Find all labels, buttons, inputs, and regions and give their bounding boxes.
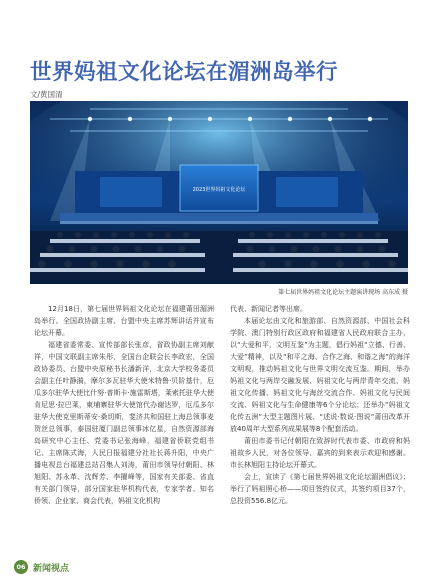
left-text-column	[34, 303, 214, 507]
stage-screen-text: 2023世界妈祖文化论坛	[192, 187, 246, 193]
section-name: 新闻视点	[33, 563, 70, 574]
page-number: 06	[14, 560, 28, 574]
forum-stage-photo	[30, 101, 408, 284]
paragraph: 代表、新闻记者等出席。	[230, 305, 307, 313]
paragraph: 莆田市委书记付朝阳在致辞时代表市委、市政府和妈祖故乡人民，对各位领导、嘉宾的到来表示欢迎和感谢。市长林旭阳主持论坛开幕式。	[230, 437, 410, 469]
article-title: 世界妈祖文化论坛在湄洲岛举行	[30, 60, 339, 85]
photo-caption: 第七届世界妈祖文化论坛主题演讲现场 高东成 摄	[278, 289, 408, 296]
paragraph: 12月18日，第七届世界妈祖文化论坛在福建莆田湄洲岛举行。全国政协副主席、台盟中央主席苏辉讲话并宣布论坛开幕。	[34, 305, 214, 337]
article-byline: 文/黄国清	[30, 90, 63, 99]
paragraph: 本届论坛由文化和旅游部、自然资源部、中国社会科学院、澳门特别行政区政府和福建省人民政府联合主办，以“大爱和平，文明互鉴”为主题，倡行妈祖“立德、行善、大爱”精神，以及“和平之海、合作之海、和谐之海”的海洋文明观，推动妈祖文化与世界文明交流互鉴。期间，举办妈祖文化与两岸交融发展、妈祖文化与两岸青年交流、妈祖文化传播、妈祖文化与海丝交流合作、妈祖文化与民间交流、妈祖文化与生命健康等6个分论坛；还举办“妈祖文化传五洲”大型主题图片展、“述说·数说·图说”莆田改革开放40周年大型系列成果展等8个配套活动。	[230, 317, 410, 433]
right-text-column	[230, 303, 410, 507]
page-footer	[14, 560, 69, 574]
paragraph: 会上，宣读了《第七届世界妈祖文化论坛湄洲倡议》；举行了妈祖照心桥——项目签约仪式，共签约项目37个，总投资556.8亿元。	[230, 473, 410, 505]
paragraph: 福建省委常委、宣传部部长张彦，省政协副主席刘献祥，中国文联副主席朱彤，全国台企联会长李政宏，全国政协委员、台盟中央原秘书长潘新洋，北京大学校务委员会副主任叶静漪，摩尔多瓦驻华大使米特鲁·贝阶基什，厄瓜多尔驻华大使比什努·普斯卡·施雷斯塔，莱索托驻华大使肯尼思·拉巴莱，柬埔寨驻华大使馆代办谢达罗，厄瓜多尔驻华大使克里斯蒂安·桑切斯，斐济共和国驻上海总领事麦贺丝总领事，泰国驻厦门副总领事冰亿星，自然资源部海岛研究中心主任、党委书记张海峰，福建省侨联党组书记、主席陈式海，人民日报福建分社社长蒋升阳，中央广播电视总台福建总站召集人刘涛，莆田市领导付朝阳、林旭阳、苏永革、沈辉芳、李擢峰等，国家有关部委、省直有关部门领导，部分国家驻华机构代表，专家学者、知名侨领、企业家、商会代表，妈祖文化机构	[34, 341, 214, 505]
